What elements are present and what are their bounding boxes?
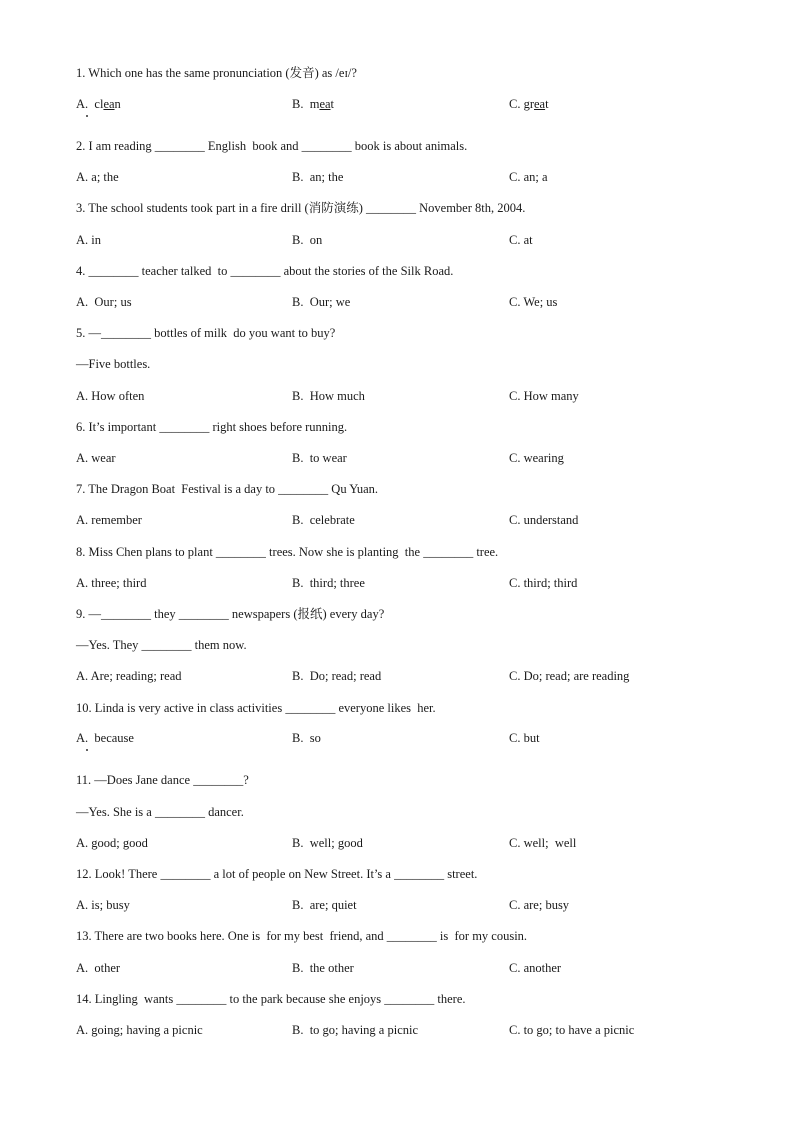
question-5-option-c[interactable]: C. How many (509, 389, 579, 403)
question-6-option-b[interactable]: B. to wear (292, 451, 347, 465)
question-11-answer-line: —Yes. She is a ________ dancer. (76, 805, 244, 819)
dot-mark (86, 115, 88, 117)
question-7-stem: 7. The Dragon Boat Festival is a day to ________ Qu Yuan. (76, 482, 379, 496)
question-1-option-c[interactable]: C. great (509, 97, 549, 111)
question-7-option-c[interactable]: C. understand (509, 513, 579, 527)
question-10-option-b[interactable]: B. so (292, 731, 321, 745)
question-2-option-a[interactable]: A. a; the (76, 170, 119, 184)
question-11-option-b[interactable]: B. well; good (292, 836, 363, 850)
question-4-stem: 4. ________ teacher talked to ________ about the stories of the Silk Road. (76, 264, 454, 278)
question-6-stem: 6. It’s important ________ right shoes before running. (76, 420, 348, 434)
question-9-option-c[interactable]: C. Do; read; are reading (509, 669, 630, 683)
question-12-option-c[interactable]: C. are; busy (509, 898, 570, 912)
question-13-option-b[interactable]: B. the other (292, 961, 354, 975)
question-4-option-a[interactable]: A. Our; us (76, 295, 132, 309)
question-5-option-b[interactable]: B. How much (292, 389, 365, 403)
question-10-option-c[interactable]: C. but (509, 731, 540, 745)
question-6-option-c[interactable]: C. wearing (509, 451, 564, 465)
question-5-stem: 5. —________ bottles of milk do you want to buy? (76, 326, 336, 340)
question-13-option-a[interactable]: A. other (76, 961, 121, 975)
question-13-option-c[interactable]: C. another (509, 961, 562, 975)
question-1-stem: 1. Which one has the same pronunciation (发音) as /eɪ/? (76, 66, 357, 80)
question-9-option-b[interactable]: B. Do; read; read (292, 669, 382, 683)
question-8-stem: 8. Miss Chen plans to plant ________ trees. Now she is planting the ________ tree. (76, 545, 499, 559)
question-4-option-b[interactable]: B. Our; we (292, 295, 351, 309)
question-3-option-b[interactable]: B. on (292, 233, 323, 247)
question-1-option-a[interactable]: A. clean (76, 97, 121, 111)
question-11-option-a[interactable]: A. good; good (76, 836, 148, 850)
question-14-stem: 14. Lingling wants ________ to the park because she enjoys ________ there. (76, 992, 466, 1006)
question-14-option-b[interactable]: B. to go; having a picnic (292, 1023, 419, 1037)
question-9-answer-line: —Yes. They ________ them now. (76, 638, 247, 652)
question-14-option-c[interactable]: C. to go; to have a picnic (509, 1023, 635, 1037)
question-8-option-a[interactable]: A. three; third (76, 576, 147, 590)
question-10-option-a[interactable]: A. because (76, 731, 134, 745)
question-9-stem: 9. —________ they ________ newspapers (报纸) every day? (76, 607, 385, 621)
question-11-stem: 11. —Does Jane dance ________? (76, 773, 249, 787)
question-3-option-a[interactable]: A. in (76, 233, 101, 247)
question-14-option-a[interactable]: A. going; having a picnic (76, 1023, 203, 1037)
question-12-option-a[interactable]: A. is; busy (76, 898, 130, 912)
question-1-option-b[interactable]: B. meat (292, 97, 335, 111)
question-3-option-c[interactable]: C. at (509, 233, 533, 247)
question-12-option-b[interactable]: B. are; quiet (292, 898, 357, 912)
question-2-option-c[interactable]: C. an; a (509, 170, 548, 184)
question-9-option-a[interactable]: A. Are; reading; read (76, 669, 182, 683)
question-7-option-a[interactable]: A. remember (76, 513, 142, 527)
question-3-stem: 3. The school students took part in a fire drill (消防演练) ________ November 8th, 2004. (76, 201, 526, 215)
question-8-option-b[interactable]: B. third; three (292, 576, 365, 590)
question-7-option-b[interactable]: B. celebrate (292, 513, 355, 527)
question-13-stem: 13. There are two books here. One is for my best friend, and ________ is for my cousin. (76, 929, 528, 943)
question-5-answer-line: —Five bottles. (76, 357, 151, 371)
question-6-option-a[interactable]: A. wear (76, 451, 116, 465)
question-4-option-c[interactable]: C. We; us (509, 295, 558, 309)
dot-mark (86, 749, 88, 751)
question-12-stem: 12. Look! There ________ a lot of people on New Street. It’s a ________ street. (76, 867, 478, 881)
question-8-option-c[interactable]: C. third; third (509, 576, 578, 590)
question-5-option-a[interactable]: A. How often (76, 389, 145, 403)
question-10-stem: 10. Linda is very active in class activities ________ everyone likes her. (76, 701, 436, 715)
question-11-option-c[interactable]: C. well; well (509, 836, 577, 850)
question-2-stem: 2. I am reading ________ English book and ________ book is about animals. (76, 139, 468, 153)
question-2-option-b[interactable]: B. an; the (292, 170, 344, 184)
